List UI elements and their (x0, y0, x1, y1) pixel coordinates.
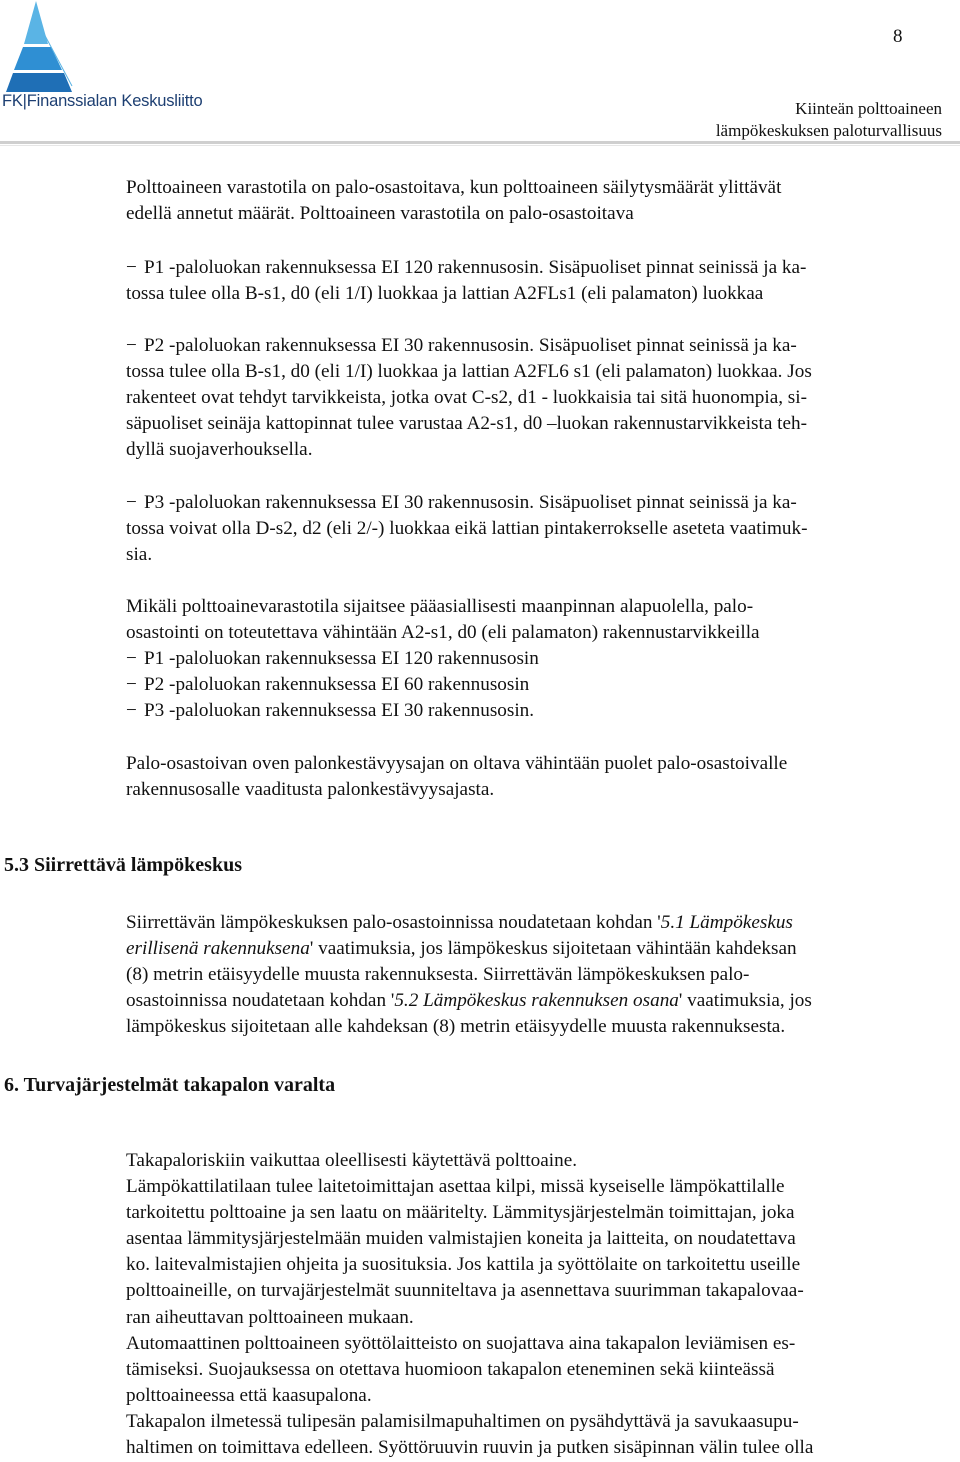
basement-item-text: P2 -paloluokan rakennuksessa EI 60 rakennusosin (144, 674, 530, 696)
section-5-3-line (126, 910, 941, 936)
p2-line: tossa tulee olla B-s1, d0 (eli 1/I) luokkaa ja lattian A2FL6 s1 (eli palamaton) luokkaa. Jos (126, 361, 812, 383)
dash-bullet: − (126, 674, 137, 696)
text-run: ' vaatimuksia, jos (678, 990, 812, 1012)
reference-5-2: 5.2 Lämpökeskus rakennuksen osana (394, 990, 679, 1012)
door-line: rakennusosalle vaaditusta palonkestävyysajasta. (126, 779, 495, 801)
p2-line: säpuoliset seinäja kattopinnat tulee varustaa A2-s1, d0 –luokan rakennustarvikkeista teh- (126, 413, 807, 435)
p2-requirement (126, 333, 941, 463)
section-6-line: tämiseksi. Suojauksessa on otettava huomioon takapalon eteneminen sekä kiinteässä (126, 1358, 775, 1380)
dash-bullet: − (126, 257, 137, 278)
dash-bullet: − (126, 700, 137, 722)
basement-item (126, 698, 941, 724)
p1-line (126, 255, 941, 281)
header-rule-shadow (0, 145, 960, 146)
section-5-3-line: (8) metrin etäisyydelle muusta rakennuksesta. Siirrettävän lämpökeskuksen palo- (126, 964, 750, 986)
section-6-line: Lämpökattilatilaan tulee laitetoimittajan asettaa kilpi, missä kyseiselle lämpökattilalle (126, 1176, 785, 1198)
text-run: osastoinnissa noudatetaan kohdan ' (126, 990, 395, 1012)
section-6-line: polttoaineessa että kaasupalona. (126, 1384, 372, 1406)
section-6-line: tarkoitettu polttoaine ja sen laatu on määritelty. Lämmitysjärjestelmän toimittajan, joka (126, 1202, 795, 1224)
section-5-3-line (126, 988, 941, 1014)
intro-line: Polttoaineen varastotila on palo-osastoitava, kun polttoaineen säilytysmäärät ylittävät (126, 177, 782, 198)
basement-line: Mikäli polttoainevarastotila sijaitsee pääasiallisesti maanpinnan alapuolella, palo- (126, 596, 754, 617)
p2-text: P2 -paloluokan rakennuksessa EI 30 rakennusosin. Sisäpuoliset pinnat seinissä ja ka- (144, 335, 797, 356)
basement-item (126, 646, 941, 672)
door-paragraph (126, 751, 941, 803)
basement-item-text: P3 -paloluokan rakennuksessa EI 30 rakennusosin. (144, 700, 535, 722)
section-5-3-line: lämpökeskus sijoitetaan alle kahdeksan (8) metrin etäisyydelle muusta rakennuksesta. (126, 1016, 786, 1038)
section-6-line: Takapalon ilmetessä tulipesän palamisilmapuhaltimen on pysähdyttävä ja savukaasupu- (126, 1410, 799, 1432)
p2-line: rakenteet ovat tehdyt tarvikkeista, jotka ovat C-s2, d1 - luokkaisia tai sitä huonompia, si- (126, 387, 807, 409)
page-number: 8 (893, 26, 903, 47)
section-heading-6: 6. Turvajärjestelmät takapalon varalta (4, 1074, 336, 1096)
p1-text: P1 -paloluokan rakennuksessa EI 120 rakennusosin. Sisäpuoliset pinnat seinissä ja ka- (144, 257, 807, 278)
dash-bullet: − (126, 335, 137, 356)
p3-text: P3 -paloluokan rakennuksessa EI 30 rakennusosin. Sisäpuoliset pinnat seinissä ja ka- (144, 492, 797, 513)
dash-bullet: − (126, 648, 137, 670)
intro-paragraph (126, 175, 941, 227)
section-6-line: polttoaineille, on turvajärjestelmät suunniteltava ja asennettava suurimman takapalovaa- (126, 1280, 804, 1302)
p1-requirement (126, 255, 941, 307)
text-run: ' vaatimuksia, jos lämpökeskus sijoitetaan vähintään kahdeksan (309, 938, 797, 960)
basement-line: osastointi on toteutettava vähintään A2-s1, d0 (eli palamaton) rakennustarvikkeilla (126, 622, 760, 644)
section-heading-5-3: 5.3 Siirrettävä lämpökeskus (4, 854, 242, 876)
section-6-line: haltimen on toimittava edelleen. Syöttöruuvin ruuvin ja putken sisäpinnan välin tulee olla (126, 1437, 814, 1459)
logo-text: FK|Finanssialan Keskusliitto (2, 92, 203, 110)
p3-line (126, 490, 941, 516)
section-6-line: Automaattinen polttoaineen syöttölaitteisto on suojattava aina takapalon leviämisen es- (126, 1332, 796, 1354)
p2-line (126, 333, 941, 359)
header-rule (0, 141, 960, 144)
section-5-3-paragraph (126, 910, 941, 1040)
intro-line: edellä annetut määrät. Polttoaineen varastotila on palo-osastoitava (126, 203, 634, 225)
logo-shape-middle (6, 73, 72, 92)
p2-line: dyllä suojaverhouksella. (126, 439, 313, 461)
section-6-line: ran aiheuttavan polttoaineen mukaan. (126, 1306, 414, 1328)
document-title-line1: Kiinteän polttoaineen (795, 99, 942, 118)
reference-5-1-cont: erillisenä rakennuksena (126, 938, 310, 960)
logo-shape-top (24, 1, 48, 44)
document-title-line2: lämpökeskuksen paloturvallisuus (715, 121, 942, 140)
text-run: Siirrettävän lämpökeskuksen palo-osastoinnissa noudatetaan kohdan ' (126, 912, 661, 933)
p3-line: tossa voivat olla D-s2, d2 (eli 2/-) luokkaa eikä lattian pintakerrokselle aseteta vaatimuk- (126, 518, 808, 540)
p1-line: tossa tulee olla B-s1, d0 (eli 1/I) luokkaa ja lattian A2FLs1 (eli palamaton) luokkaa (126, 283, 764, 305)
section-6-line: Takapaloriskiin vaikuttaa oleellisesti käytettävä polttoaine. (126, 1150, 578, 1171)
document-title (716, 98, 942, 142)
logo-shape-upper (14, 47, 62, 70)
basement-item-text: P1 -paloluokan rakennuksessa EI 120 rakennusosin (144, 648, 539, 670)
basement-paragraph (126, 594, 941, 724)
section-6-line: ko. laitevalmistajien ohjeita ja suosituksia. Jos kattila ja syöttölaite on tarkoitettu useille (126, 1254, 801, 1276)
dash-bullet: − (126, 492, 137, 513)
basement-item (126, 672, 941, 698)
reference-5-1: 5.1 Lämpökeskus (660, 912, 793, 933)
section-6-paragraph (126, 1148, 941, 1461)
p3-line: sia. (126, 544, 153, 566)
door-line: Palo-osastoivan oven palonkestävyysajan on oltava vähintään puolet palo-osastoivalle (126, 753, 788, 774)
p3-requirement (126, 490, 941, 568)
section-6-line: asentaa lämmitysjärjestelmään muiden valmistajien koneita ja laitteita, on noudatettava (126, 1228, 796, 1250)
section-5-3-line (126, 936, 941, 962)
